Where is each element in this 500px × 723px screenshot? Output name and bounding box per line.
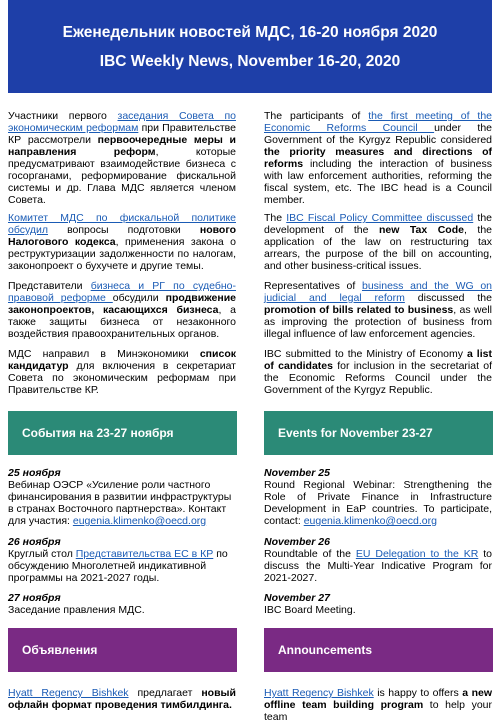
event-ru-3: 27 ноября Заседание правления МДС. xyxy=(8,592,236,616)
link-hyatt-en[interactable]: Hyatt Regency Bishkek xyxy=(264,687,374,699)
event-en-3: November 27 IBC Board Meeting. xyxy=(264,592,492,616)
link-judicial-wg-en[interactable]: business and the WG on judicial and legal reform xyxy=(264,280,492,304)
event-en-3-date: November 27 xyxy=(264,592,330,604)
announcement-ru-1: Hyatt Regency Bishkek предлагает новый офлайн формат проведения тимбилдинга. xyxy=(8,687,236,711)
news-item-en-1: The participants of the first meeting of the Economic Reforms Council under the Government of the Kyrgyz Republic considered the priority measures and directions of reforms including the interaction of business with law enforcement authorities, reforming the fiscal system, etc. The IBC head is a Council member. xyxy=(264,110,492,206)
event-ru-3-date: 27 ноября xyxy=(8,592,61,604)
link-council-meeting-en[interactable]: the first meeting of the Economic Reforms Council xyxy=(264,110,492,134)
event-en-2: November 26 Roundtable of the EU Delegation to the KR to discuss the Multi-Year Indicative Program for 2021-2027. xyxy=(264,536,492,584)
link-fiscal-committee-en[interactable]: IBC Fiscal Policy Committee discussed xyxy=(286,212,474,224)
news-item-en-4: IBC submitted to the Ministry of Economy a list of candidates for inclusion in the secretariat of the Economic Reforms Council under the Government of the Kyrgyz Republic. xyxy=(264,348,492,396)
news-item-en-3: Representatives of business and the WG on judicial and legal reform discussed the promotion of bills related to business, as well as improving the protection of business from illegal influence of law enforcement agencies. xyxy=(264,280,492,340)
link-eu-delegation-en[interactable]: EU Delegation to the KR xyxy=(355,548,479,560)
event-en-1: November 25 Round Regional Webinar: Strengthening the Role of Private Finance in Infrastructure Development in EaP countries. To participate, contact: eugenia.klimenko@oecd.org xyxy=(264,467,492,527)
event-en-2-date: November 26 xyxy=(264,536,330,548)
announcements-banner-ru xyxy=(8,628,237,672)
newsletter-header xyxy=(8,0,492,93)
email-link-en[interactable]: eugenia.klimenko@oecd.org xyxy=(303,515,437,527)
event-ru-2: 26 ноября Круглый стол Представительства ЕС в КР по обсуждению Многолетней индикативной программы на 2021-2027 годы. xyxy=(8,536,236,584)
header-title-en: IBC Weekly News, November 16-20, 2020 xyxy=(99,53,401,70)
event-en-1-date: November 25 xyxy=(264,467,330,479)
event-ru-2-date: 26 ноября xyxy=(8,536,61,548)
announcements-banner-en-label: Announcements xyxy=(278,643,373,657)
link-eu-delegation-ru[interactable]: Представительства ЕС в КР xyxy=(75,548,214,560)
news-item-ru-1: Участники первого заседания Совета по экономическим реформам при Правительстве КР рассмотрели первоочередные меры и направления реформ, которые предусматривают взаимодействие бизнеса с госорганами, реформирование фискальной системы и др. Глава МДС является членом Совета. xyxy=(8,110,236,206)
events-banner-ru-label: События на 23-27 ноября xyxy=(22,426,174,440)
news-item-ru-2: Комитет МДС по фискальной политике обсудил вопросы подготовки нового Налогового кодекса, применения закона о реструктуризации задолженности по налогам, законопроект о бухучете и другие темы. xyxy=(8,212,236,272)
header-title-ru: Еженедельник новостей МДС, 16-20 ноября 2020 xyxy=(62,24,438,41)
news-item-ru-4: МДС направил в Минэкономики список кандидатур для включения в секретариат Совета по экономическим реформам при Правительстве КР. xyxy=(8,348,236,396)
event-ru-1: 25 ноября Вебинар ОЭСР «Усиление роли частного финансирования в развитии инфраструктуры в странах Восточного партнерства». Контакт для участия: eugenia.klimenko@oecd.org xyxy=(8,467,236,527)
announcements-banner-ru-label: Объявления xyxy=(22,643,98,657)
events-banner-ru xyxy=(8,411,237,455)
events-banner-en-label: Events for November 23-27 xyxy=(278,426,433,440)
link-hyatt-ru[interactable]: Hyatt Regency Bishkek xyxy=(8,687,129,699)
event-ru-1-date: 25 ноября xyxy=(8,467,61,479)
news-item-en-2: The IBC Fiscal Policy Committee discussed the development of the new Tax Code, the application of the law on restructuring tax arrears, the purpose of the bill on accounting, and other business-critical issues. xyxy=(264,212,492,272)
link-council-meeting-ru[interactable]: заседания Совета по экономическим реформам xyxy=(8,110,236,134)
link-judicial-wg-ru[interactable]: бизнеса и РГ по судебно-правовой реформе xyxy=(8,280,236,304)
email-link-ru[interactable]: eugenia.klimenko@oecd.org xyxy=(72,515,207,527)
announcements-banner-en xyxy=(264,628,493,672)
events-banner-en xyxy=(264,411,493,455)
announcement-en-1: Hyatt Regency Bishkek is happy to offers a new offline team building program to help your team xyxy=(264,687,492,723)
link-fiscal-committee-ru[interactable]: Комитет МДС по фискальной политике обсудил xyxy=(8,212,236,236)
news-item-ru-3: Представители бизнеса и РГ по судебно-правовой реформе обсудили продвижение законопроектов, касающихся бизнеса, а также защиты бизнеса от незаконного воздействия правоохранительных органов. xyxy=(8,280,236,340)
